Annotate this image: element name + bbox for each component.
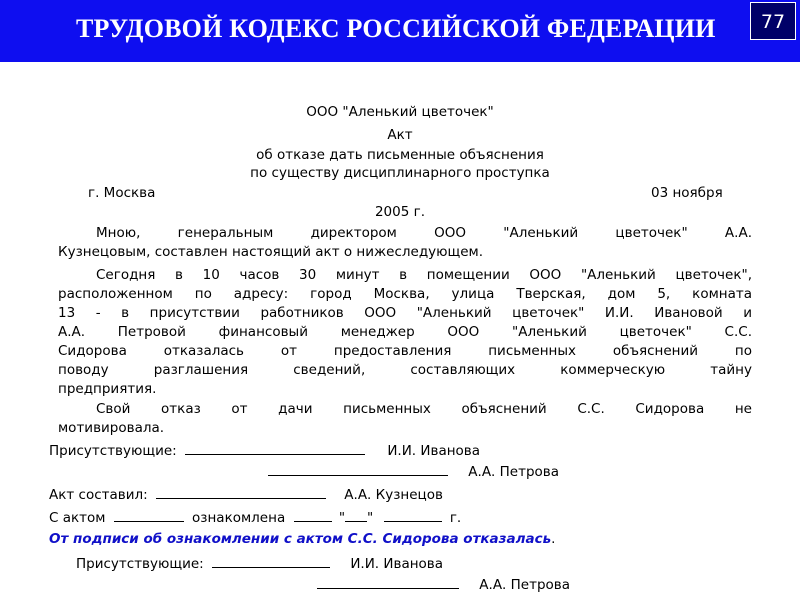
- paragraph-1-line: Мною, генеральным директором ООО "Аленький цветочек" А.А.: [96, 225, 752, 241]
- paragraph-2-line: поводу разглашения сведений, составляющих коммерческую тайну: [58, 362, 752, 378]
- present-label: Присутствующие:: [49, 443, 177, 459]
- acknowledgement-row: [49, 508, 461, 526]
- refusal-text: От подписи об ознакомлении с актом С.С. Сидорова отказалась: [49, 531, 552, 547]
- ack-prefix: С актом: [49, 510, 106, 526]
- act-date-year: 2005 г.: [374, 204, 426, 220]
- signature-line: [156, 485, 326, 499]
- composed-row: [49, 485, 443, 503]
- present-label-2: Присутствующие:: [76, 556, 204, 572]
- document-body: [0, 62, 800, 600]
- composed-name-kuznetsov: А.А. Кузнецов: [344, 487, 443, 503]
- slide-number-badge: 77: [750, 2, 796, 40]
- act-date-day: 03 ноября: [651, 185, 723, 201]
- act-subtitle-2: по существу дисциплинарного проступка: [250, 165, 550, 181]
- act-city: г. Москва: [88, 185, 156, 201]
- present-row-4: [317, 575, 570, 593]
- ack-middle: ознакомлена: [192, 510, 286, 526]
- date-blank-line: [345, 508, 367, 522]
- month-blank-line: [384, 508, 442, 522]
- ack-quote-open: ": [338, 510, 346, 526]
- present-name-petrova-2: А.А. Петрова: [479, 577, 571, 593]
- paragraph-2-line: Сидорова отказалась от предоставления письменных объяснений по: [58, 343, 752, 359]
- header-bar: [0, 0, 800, 62]
- paragraph-2-line: предприятия.: [58, 381, 157, 397]
- company-name: ООО "Аленький цветочек": [306, 104, 494, 120]
- signature-line: [268, 462, 448, 476]
- signature-line: [212, 554, 330, 568]
- paragraph-2-line: А.А. Петровой финансовый менеджер ООО "Аленький цветочек" С.С.: [58, 324, 752, 340]
- present-row-2: [268, 462, 559, 480]
- ack-year: г.: [449, 510, 462, 526]
- paragraph-2-line: 13 - в присутствии работников ООО "Аленький цветочек" И.И. Ивановой и: [58, 305, 752, 321]
- paragraph-3-line: Свой отказ от дачи письменных объяснений С.С. Сидорова не: [96, 401, 752, 417]
- act-heading: Акт: [387, 127, 413, 143]
- present-row-3: [76, 554, 443, 572]
- present-name-ivanova: И.И. Иванова: [387, 443, 481, 459]
- signature-line: [185, 441, 365, 455]
- present-name-ivanova-2: И.И. Иванова: [350, 556, 444, 572]
- present-name-petrova: А.А. Петрова: [468, 464, 560, 480]
- paragraph-1-line: Кузнецовым, составлен настоящий акт о нижеследующем.: [58, 244, 484, 260]
- refusal-period: .: [551, 531, 556, 547]
- paragraph-3-line: мотивировала.: [58, 420, 165, 436]
- paragraph-2: [58, 266, 752, 399]
- refusal-note: [49, 531, 555, 547]
- paragraph-2-line: расположенном по адресу: город Москва, улица Тверская, дом 5, комната: [58, 286, 752, 302]
- paragraph-1: [58, 224, 752, 262]
- act-subtitle-1: об отказе дать письменные объяснения: [256, 147, 544, 163]
- ack-quote-close: ": [367, 510, 374, 526]
- signature-line: [114, 508, 184, 522]
- signature-line: [317, 575, 459, 589]
- composed-label: Акт составил:: [49, 487, 148, 503]
- page-title: ТРУДОВОЙ КОДЕКС РОССИЙСКОЙ ФЕДЕРАЦИИ: [76, 14, 716, 43]
- paragraph-3: [58, 400, 752, 438]
- paragraph-2-line: Сегодня в 10 часов 30 минут в помещении ООО "Аленький цветочек",: [96, 267, 752, 283]
- present-row-1: [49, 441, 480, 459]
- day-blank-line: [294, 508, 332, 522]
